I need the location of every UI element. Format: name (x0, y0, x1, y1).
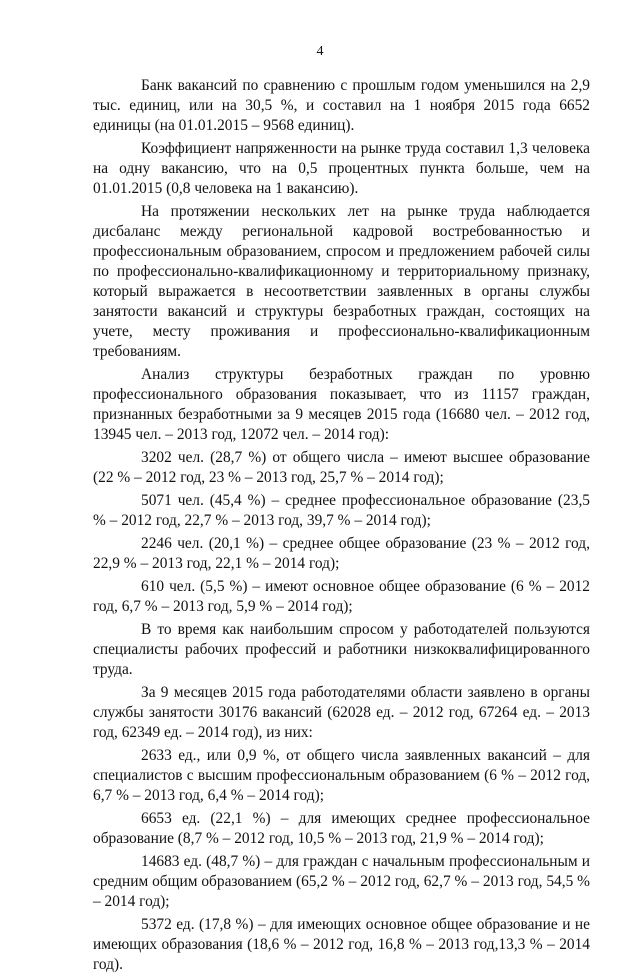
paragraph-basic-general: 610 чел. (5,5 %) – имеют основное общее образование (6 % – 2012 год, 6,7 % – 2013 год, 5,9 % – 2014 год); (93, 578, 590, 615)
paragraph-vacancies-basic: 5372 ед. (17,8 %) – для имеющих основное общее образование и не имеющих образования (18,6 % – 2012 год, 16,8 % – 2013 год,13,3 % – 2014 год). (93, 916, 590, 973)
paragraph-higher-education: 3202 чел. (28,7 %) от общего числа – имеют высшее образование (22 % – 2012 год, 23 % – 2013 год, 25,7 % – 2014 год); (93, 449, 590, 486)
paragraph-secondary-general: 2246 чел. (20,1 %) – среднее общее образование (23 % – 2012 год, 22,9 % – 2013 год, 22,1 % – 2014 год); (93, 535, 590, 572)
paragraph-secondary-professional: 5071 чел. (45,4 %) – среднее профессиональное образование (23,5 % – 2012 год, 22,7 % – 2013 год, 39,7 % – 2014 год); (93, 492, 590, 529)
paragraph-vacancies-initial-professional: 14683 ед. (48,7 %) – для граждан с начальным профессиональным и средним общим образованием (65,2 % – 2012 год, 62,7 % – 2013 год, 54,5 % – 2014 год); (93, 853, 590, 910)
paragraph-labor-imbalance: На протяжении нескольких лет на рынке труда наблюдается дисбаланс между региональной кадровой востребованностью и профессиональным образованием, спросом и предложением рабочей силы по профессионально-квалификационному и территориальному признаку, который выражается в несоответствии заявленных в органы службы занятости вакансий и структуры безработных граждан, состоящих на учете, месту проживания и профессионально-квалификационным требованиям. (93, 203, 590, 360)
document-body (93, 76, 590, 978)
paragraph-employer-demand: В то время как наибольшим спросом у работодателей пользуются специалисты рабочих профессий и работники низкоквалифицированного труда. (93, 621, 590, 678)
paragraph-vacancy-bank: Банк вакансий по сравнению с прошлым годом уменьшился на 2,9 тыс. единиц, или на 30,5 %, и составил на 1 ноября 2015 года 6652 единицы (на 01.01.2015 – 9568 единиц). (93, 77, 590, 134)
paragraph-unemployed-analysis: Анализ структуры безработных граждан по уровню профессионального образования показывает, что из 11157 граждан, признанных безработными за 9 месяцев 2015 года (16680 чел. – 2012 год, 13945 чел. – 2013 год, 12072 чел. – 2014 год): (93, 366, 590, 443)
page-number: 4 (316, 44, 324, 59)
paragraph-tension-coefficient: Коэффициент напряженности на рынке труда составил 1,3 человека на одну вакансию, что на 0,5 процентных пункта больше, чем на 01.01.2015 (0,8 человека на 1 вакансию). (93, 140, 590, 197)
paragraph-vacancies-higher: 2633 ед., или 0,9 %, от общего числа заявленных вакансий – для специалистов с высшим профессиональным образованием (6 % – 2012 год, 6,7 % – 2013 год, 6,4 % – 2014 год); (93, 747, 590, 804)
paragraph-vacancies-secondary-professional: 6653 ед. (22,1 %) – для имеющих среднее профессиональное образование (8,7 % – 2012 год, 10,5 % – 2013 год, 21,9 % – 2014 год); (93, 810, 590, 847)
paragraph-declared-vacancies: За 9 месяцев 2015 года работодателями области заявлено в органы службы занятости 30176 вакансий (62028 ед. – 2012 год, 67264 ед. – 2013 год, 62349 ед. – 2014 год), из них: (93, 684, 590, 741)
